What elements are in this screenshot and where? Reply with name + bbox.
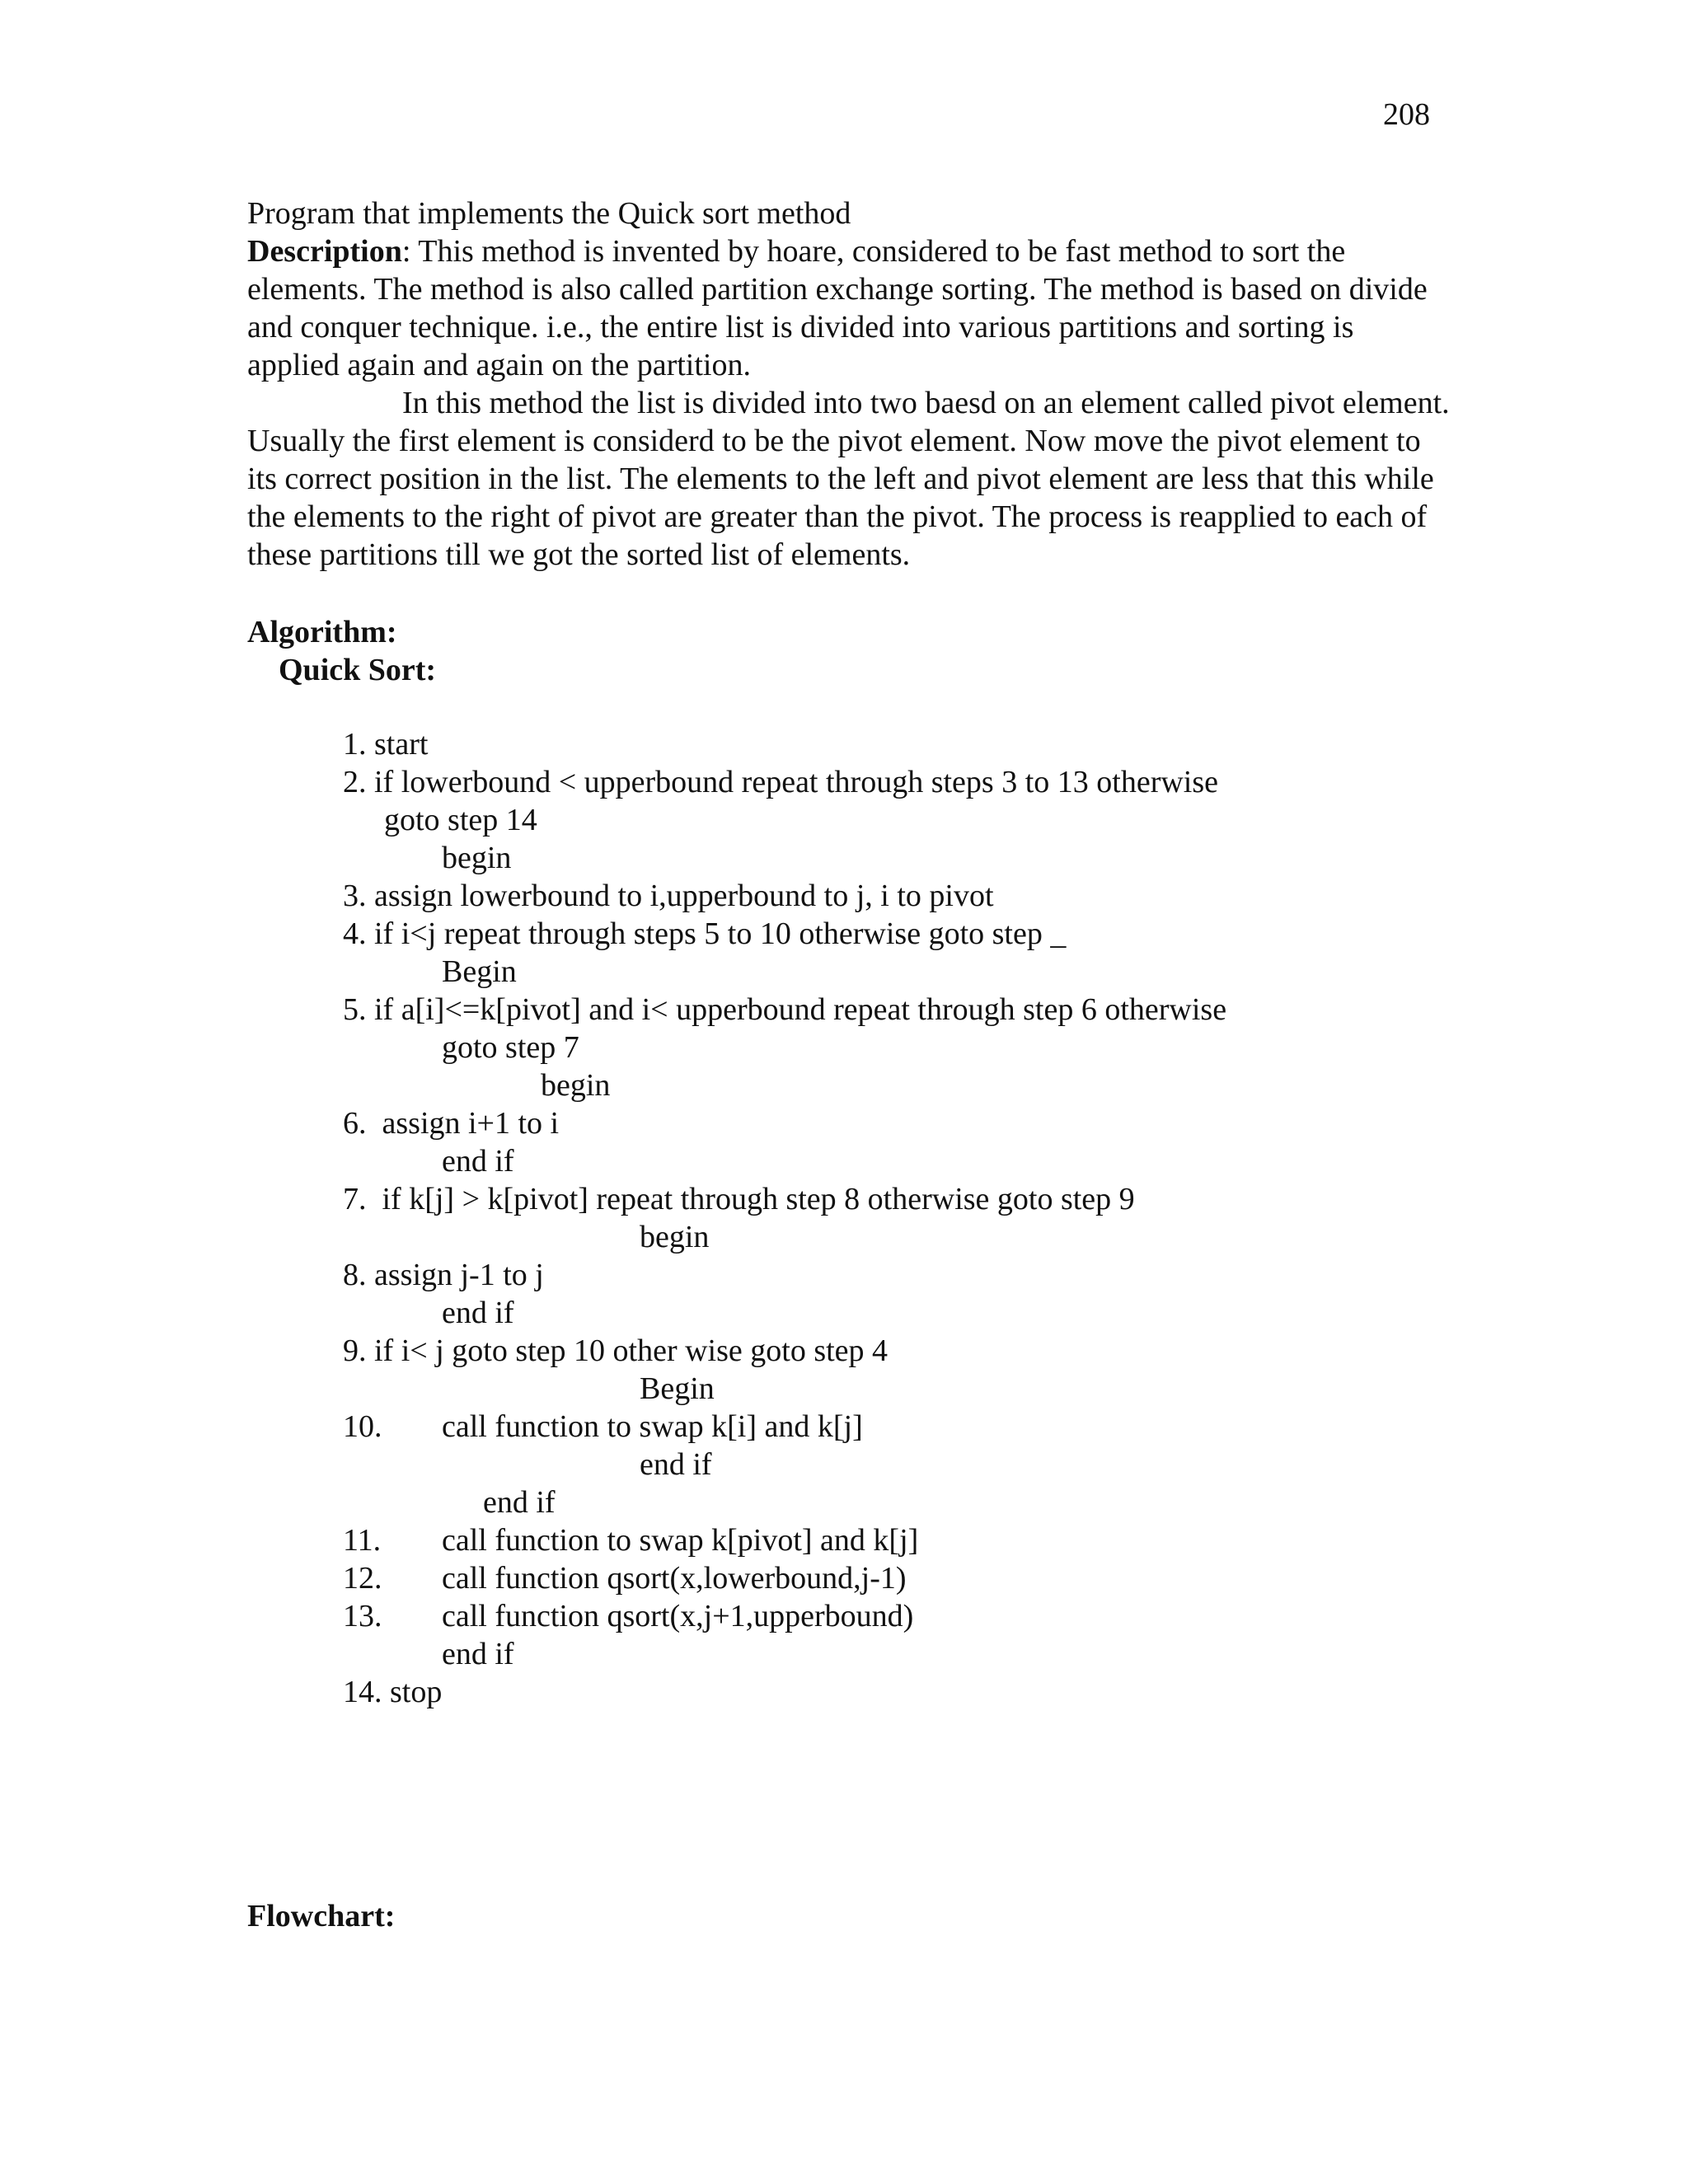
step-number: 11. [343, 1523, 382, 1558]
step-line: 9. if i< j goto step 10 other wise goto step 4 [343, 1333, 889, 1368]
step-line: 5. if a[i]<=k[pivot] and i< upperbound repeat through step 6 otherwise [343, 992, 1227, 1027]
step-line: end if [442, 1637, 514, 1671]
step-line: call function qsort(x,j+1,upperbound) [442, 1599, 914, 1633]
step-line: 3. assign lowerbound to i,upperbound to j, i to pivot [343, 879, 994, 913]
step-line: call function to swap k[pivot] and k[j] [442, 1523, 919, 1558]
step-line: end if [483, 1485, 556, 1520]
step-number: 13. [343, 1599, 382, 1633]
step-line: begin [541, 1068, 611, 1103]
description-paragraph [247, 232, 1451, 384]
step-line: 14. stop [343, 1675, 443, 1709]
step-line: 4. if i<j repeat through steps 5 to 10 otherwise goto step _ [343, 916, 1067, 951]
step-line: end if [442, 1144, 514, 1179]
page-title: Program that implements the Quick sort method [247, 196, 851, 231]
step-number: 12. [343, 1561, 382, 1596]
step-line: Begin [640, 1371, 715, 1406]
quick-sort-heading: Quick Sort: [279, 653, 437, 687]
description-text-2: In this method the list is divided into two baesd on an element called pivot element. Usually the first element is considerd to be the pivot element. Now move the pivot element to its correct position in the list. The elements to the left and pivot element are less that this while the elements to the right of pivot are greater than the pivot. The process is reapplied to each of these partitions till we got the sorted list of elements. [247, 386, 1450, 572]
page-number: 208 [1383, 97, 1430, 132]
flowchart-heading: Flowchart: [247, 1899, 396, 1933]
description-block [247, 194, 1451, 574]
description-label: Description [247, 234, 402, 269]
description-paragraph-2 [247, 384, 1451, 574]
step-line: end if [442, 1296, 514, 1330]
step-line: 6. assign i+1 to i [343, 1106, 560, 1141]
step-line: 2. if lowerbound < upperbound repeat through steps 3 to 13 otherwise [343, 765, 1218, 799]
step-line: begin [640, 1220, 710, 1254]
algorithm-heading: Algorithm: [247, 615, 397, 649]
step-line: Begin [442, 954, 517, 989]
step-line: end if [640, 1447, 712, 1482]
step-line: begin [442, 841, 512, 875]
step-line: call function qsort(x,lowerbound,j-1) [442, 1561, 907, 1596]
step-number: 10. [343, 1409, 382, 1444]
step-line: goto step 14 [384, 803, 537, 837]
step-line: 8. assign j-1 to j [343, 1258, 544, 1292]
step-line: call function to swap k[i] and k[j] [442, 1409, 863, 1444]
step-line: 1. start [343, 727, 429, 762]
step-line: 7. if k[j] > k[pivot] repeat through step 8 otherwise goto step 9 [343, 1182, 1135, 1216]
description-text: : This method is invented by hoare, considered to be fast method to sort the elements. The method is also called partition exchange sorting. The method is based on divide and conquer technique. i.e., the entire list is divided into various partitions and sorting is applied again and again on the partition. [247, 234, 1428, 382]
step-line: goto step 7 [442, 1030, 579, 1065]
